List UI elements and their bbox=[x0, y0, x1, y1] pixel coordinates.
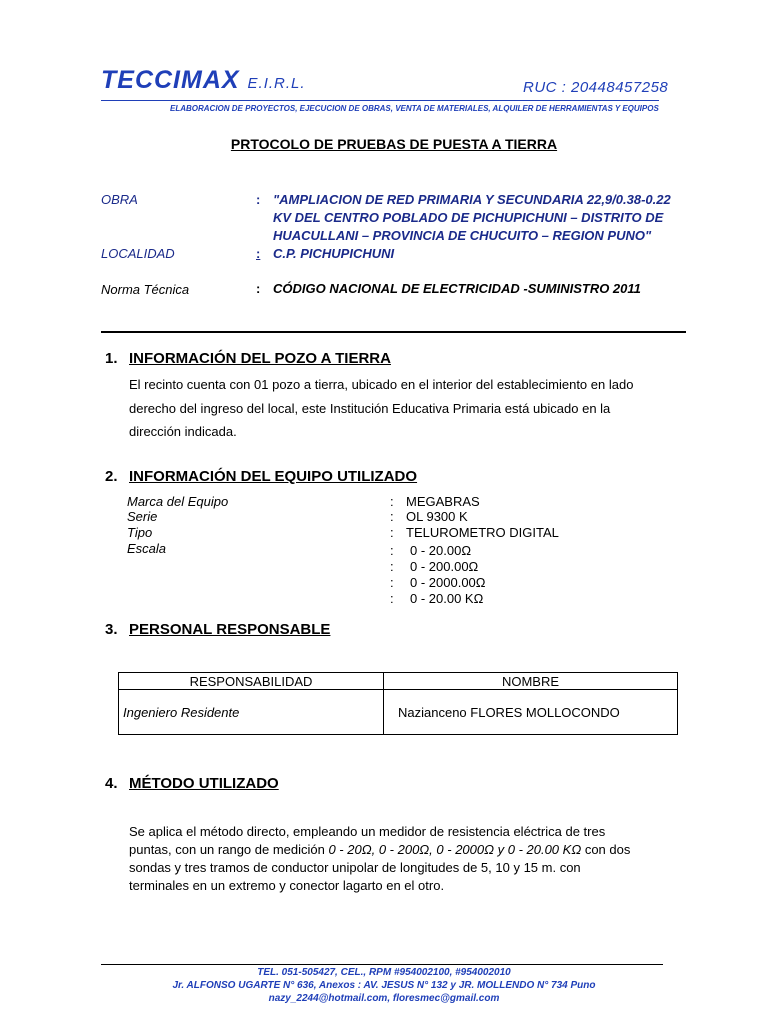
responsibility-cell: Ingeniero Residente bbox=[119, 690, 384, 735]
paragraph-line: El recinto cuenta con 01 pozo a tierra, ubicado en el interior del establecimiento en lado bbox=[129, 377, 634, 392]
equipment-value: OL 9300 K bbox=[406, 509, 468, 524]
equipment-value: 0 - 200.00Ω bbox=[410, 559, 479, 574]
equipment-label: Serie bbox=[127, 509, 158, 524]
section-4-heading bbox=[105, 775, 279, 792]
section-1-body bbox=[129, 373, 686, 444]
section-2-heading bbox=[105, 468, 417, 485]
equipment-value: TELUROMETRO DIGITAL bbox=[406, 525, 559, 540]
section-4-title: MÉTODO UTILIZADO bbox=[129, 775, 279, 792]
paragraph-line: sondas y tres tramos de conductor unipolar de longitudes de 5, 10 y 15 m. con bbox=[129, 860, 581, 875]
measurement-ranges: 0 - 20Ω, 0 - 200Ω, 0 - 2000Ω y 0 - 20.00 KΩ bbox=[328, 842, 582, 857]
localidad-label: LOCALIDAD bbox=[101, 246, 175, 261]
column-header: RESPONSABILIDAD bbox=[119, 673, 384, 690]
paragraph-line: terminales en un extremo y conector lagarto en el otro. bbox=[129, 878, 445, 893]
table-header-row bbox=[119, 673, 678, 690]
equipment-value: MEGABRAS bbox=[406, 494, 480, 509]
localidad-colon: : bbox=[256, 246, 261, 261]
section-3-title: PERSONAL RESPONSABLE bbox=[129, 621, 331, 638]
footer-address: Jr. ALFONSO UGARTE N° 636, Anexos : AV. JESUS N° 132 y JR. MOLLENDO N° 734 Puno bbox=[172, 980, 596, 991]
equipment-value: 0 - 20.00Ω bbox=[410, 543, 472, 558]
paragraph-text: puntas, con un rango de medición bbox=[129, 842, 329, 857]
name-cell: Nazianceno FLORES MOLLOCONDO bbox=[384, 690, 678, 735]
obra-line: "AMPLIACION DE RED PRIMARIA Y SECUNDARIA 22,9/0.38-0.22 bbox=[273, 192, 671, 207]
localidad-value: C.P. PICHUPICHUNI bbox=[273, 246, 395, 261]
section-1-title: INFORMACIÓN DEL POZO A TIERRA bbox=[129, 350, 391, 367]
section-2-title: INFORMACIÓN DEL EQUIPO UTILIZADO bbox=[129, 468, 418, 485]
company-tagline: ELABORACION DE PROYECTOS, EJECUCION DE OBRAS, VENTA DE MATERIALES, ALQUILER DE HERRAMIENTAS Y EQUIPOS bbox=[170, 104, 659, 113]
equipment-colon: : bbox=[390, 494, 394, 509]
equipment-colon: : bbox=[390, 509, 394, 524]
section-4-number: 4. bbox=[105, 775, 118, 792]
paragraph-line: derecho del ingreso del local, este Institución Educativa Primaria está ubicado en la bbox=[129, 400, 611, 416]
norma-colon: : bbox=[256, 281, 261, 296]
section-3-number: 3. bbox=[105, 621, 118, 638]
footer-emails: nazy_2244@hotmail.com, floresmec@gmail.com bbox=[268, 993, 500, 1004]
equipment-colon: : bbox=[390, 543, 394, 558]
section-divider bbox=[101, 331, 686, 333]
equipment-colon: : bbox=[390, 559, 394, 574]
column-header: NOMBRE bbox=[384, 673, 678, 690]
ruc-number: RUC : 20448457258 bbox=[523, 79, 669, 96]
header-divider bbox=[101, 100, 659, 101]
obra-colon: : bbox=[256, 192, 261, 207]
equipment-value: 0 - 2000.00Ω bbox=[410, 575, 486, 590]
norma-label: Norma Técnica bbox=[101, 282, 190, 297]
paragraph-line bbox=[129, 841, 686, 859]
obra-label: OBRA bbox=[101, 192, 138, 207]
company-name: TECCIMAX bbox=[101, 66, 240, 94]
paragraph-text: con dos bbox=[581, 842, 631, 857]
paragraph-line: Se aplica el método directo, empleando un medidor de resistencia eléctrica de tres bbox=[129, 824, 606, 839]
obra-value bbox=[273, 191, 671, 245]
equipment-label: Tipo bbox=[127, 525, 153, 540]
obra-line: KV DEL CENTRO POBLADO DE PICHUPICHUNI – DISTRITO DE bbox=[273, 210, 664, 225]
document-title: PRTOCOLO DE PRUEBAS DE PUESTA A TIERRA bbox=[230, 136, 558, 152]
section-1-heading bbox=[105, 350, 391, 367]
section-2-number: 2. bbox=[105, 468, 118, 485]
equipment-colon: : bbox=[390, 575, 394, 590]
equipment-label: Marca del Equipo bbox=[127, 494, 229, 509]
obra-line: HUACULLANI – PROVINCIA DE CHUCUITO – REGION PUNO" bbox=[273, 228, 652, 243]
equipment-value: 0 - 20.00 KΩ bbox=[410, 591, 484, 606]
section-4-body bbox=[129, 823, 686, 895]
equipment-colon: : bbox=[390, 525, 394, 540]
norma-value: CÓDIGO NACIONAL DE ELECTRICIDAD -SUMINISTRO 2011 bbox=[273, 281, 641, 296]
equipment-colon: : bbox=[390, 591, 394, 606]
table-row bbox=[119, 690, 678, 735]
section-3-heading bbox=[105, 621, 330, 638]
paragraph-line: dirección indicada. bbox=[129, 424, 237, 439]
footer-divider bbox=[101, 964, 663, 965]
section-1-number: 1. bbox=[105, 350, 118, 367]
footer-phones: TEL. 051-505427, CEL., RPM #954002100, #954002010 bbox=[257, 967, 511, 978]
company-logo bbox=[101, 66, 306, 95]
equipment-label: Escala bbox=[127, 541, 167, 556]
company-suffix: E.I.R.L. bbox=[247, 75, 306, 92]
responsible-table bbox=[118, 672, 678, 735]
